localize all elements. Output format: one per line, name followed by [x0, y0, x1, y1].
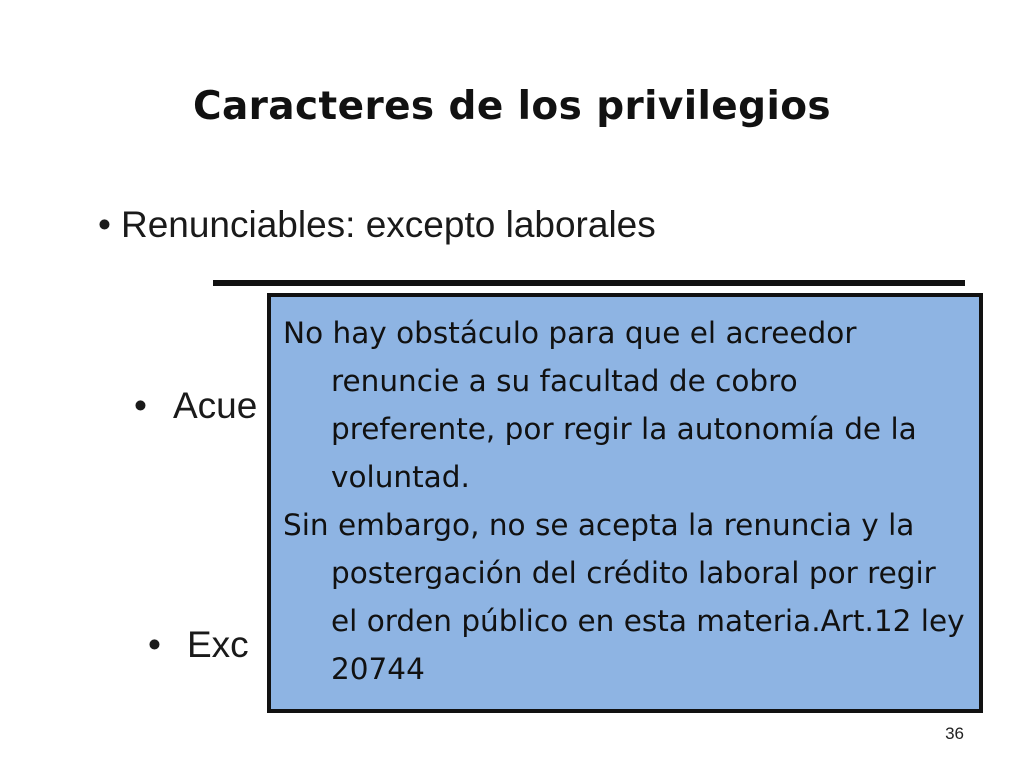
bullet-item-renunciables — [98, 204, 656, 246]
callout-paragraph: Sin embargo, no se acepta la renuncia y la postergación del crédito laboral por regir el orden público en esta materia.Art.12 ley 20744 — [283, 508, 965, 686]
bullet-text: Acue — [172, 385, 258, 426]
horizontal-rule — [213, 280, 965, 286]
bullet-marker: • — [134, 385, 147, 426]
bullet-item-acue — [134, 385, 257, 427]
bullet-text: Renunciables: excepto laborales — [120, 204, 656, 245]
bullet-item-exc — [148, 624, 249, 666]
bullet-text: Exc — [186, 624, 249, 665]
callout-box — [267, 293, 983, 713]
page-number: 36 — [945, 724, 964, 743]
bullet-marker: • — [98, 204, 111, 245]
slide-title: Caracteres de los privilegios — [192, 84, 832, 129]
bullet-marker: • — [148, 624, 161, 665]
callout-paragraph: No hay obstáculo para que el acreedor renuncie a su facultad de cobro preferente, por regir la autonomía de la voluntad. — [283, 316, 917, 494]
